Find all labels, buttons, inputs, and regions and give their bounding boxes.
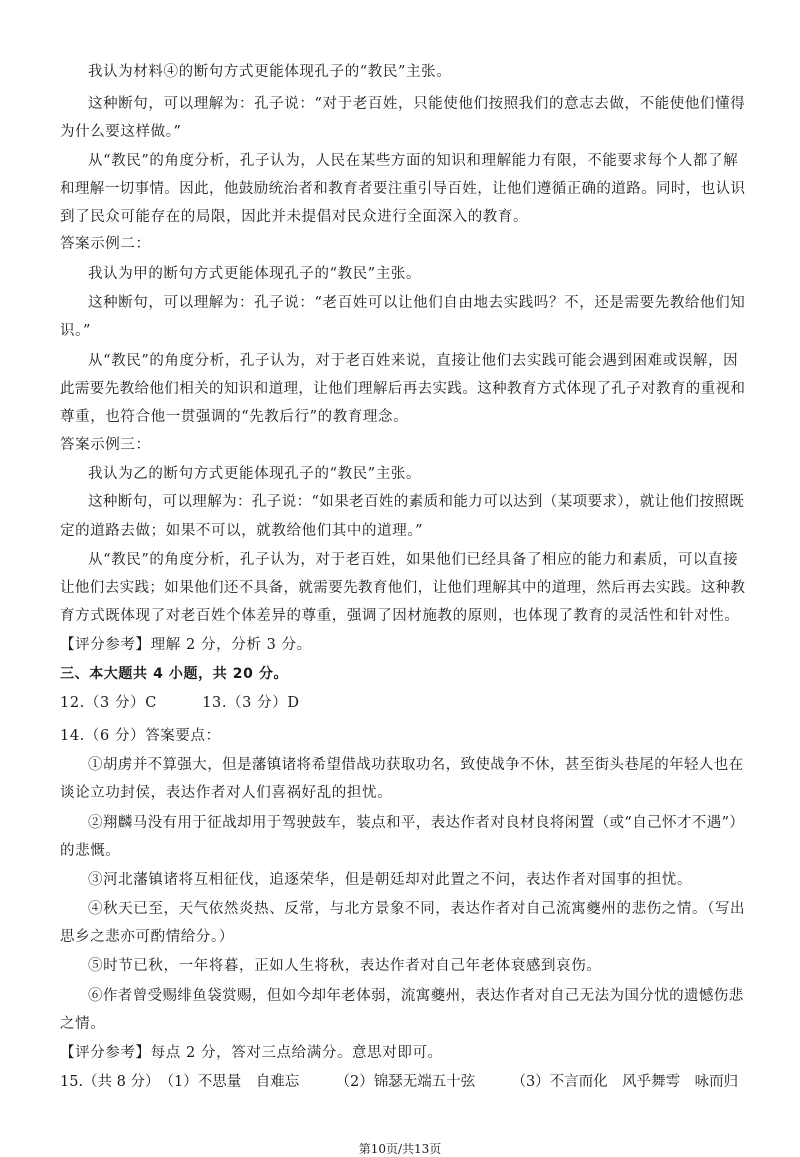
text-line: 思乡之悲亦可酌情给分。） — [60, 929, 234, 945]
text-line: 定的道路去做；如果不可以，就教给他们其中的道理。” — [60, 523, 424, 539]
text-line: 这种断句，可以理解为：孔子说：“如果老百姓的素质和能力可以达到（某项要求），就让他们按照既 — [88, 494, 745, 510]
text-line: 从“教民”的角度分析，孔子认为，人民在某些方面的知识和理解能力有限，不能要求每个人都了解 — [88, 153, 739, 169]
text-line: ③河北藩镇诸将互相征伐，追逐荣华，但是朝廷却对此置之不问，表达作者对国事的担忧。 — [88, 872, 692, 888]
text-line: 的悲慨。 — [60, 843, 121, 859]
question-heading: 14.（6 分）答案要点： — [60, 728, 221, 744]
text-line: 识。” — [60, 323, 91, 339]
text-line: 从“教民”的角度分析，孔子认为，对于老百姓，如果他们已经具备了相应的能力和素质，可以直接 — [88, 552, 739, 568]
text-line: 我认为甲的断句方式更能体现孔子的“教民”主张。 — [88, 266, 422, 282]
text-line: 和理解一切事情。因此，他鼓励统治者和教育者要注重引导百姓，让他们遵循正确的道路。同时，也认识 — [60, 181, 746, 197]
text-line: ⑤时节已秋，一年将暮，正如人生将秋，表达作者对自己年老体衰感到哀伤。 — [88, 958, 602, 974]
text-line: 我认为乙的断句方式更能体现孔子的“教民”主张。 — [88, 466, 422, 482]
text-line: 到了民众可能存在的局限，因此并未提倡对民众进行全面深入的教育。 — [60, 209, 529, 225]
section-heading: 三、本大题共 4 小题，共 20 分。 — [60, 666, 289, 682]
page-number-footer: 第10页/共13页 — [358, 1142, 442, 1156]
text-line: 从“教民”的角度分析，孔子认为，对于老百姓来说，直接让他们去实践可能会遇到困难或误解，因 — [88, 353, 739, 369]
text-line: 我认为材料④的断句方式更能体现孔子的“教民”主张。 — [88, 64, 452, 80]
text-line: 这种断句，可以理解为：孔子说：“老百姓可以让他们自由地去实践吗？不，还是需要先教给他们知 — [88, 295, 746, 311]
section-label: 答案示例二： — [60, 236, 151, 252]
text-line: 尊重，也符合他一贯强调的“先教后行”的教育理念。 — [60, 409, 409, 425]
text-line: 谈论立功封侯，表达作者对人们喜祸好乱的担忧。 — [60, 785, 393, 801]
text-line: ⑥作者曾受赐绯鱼袋赏赐，但如今却年老体弱，流寓夔州，表达作者对自己无法为国分忧的遗憾伤悲 — [88, 988, 744, 1004]
answer-line: 12.（3 分）C 13.（3 分）D — [60, 695, 300, 711]
text-line: 让他们去实践；如果他们还不具备，就需要先教育他们，让他们理解其中的道理，然后再去实践。这种教 — [60, 580, 746, 596]
scoring-note: 【评分参考】每点 2 分，答对三点给满分。意思对即可。 — [60, 1045, 443, 1061]
text-line: ②翔麟马没有用于征战却用于驾驶鼓车，装点和平，表达作者对良材良将闲置（或“自己怀才不遇”） — [88, 815, 745, 831]
text-line: 这种断句，可以理解为：孔子说：“对于老百姓，只能使他们按照我们的意志去做，不能使他们懂得 — [88, 96, 746, 112]
text-line: 此需要先教给他们相关的知识和道理，让他们理解后再去实践。这种教育方式体现了孔子对教育的重视和 — [60, 381, 746, 397]
text-line: 为什么要这样做。” — [60, 124, 182, 140]
scoring-note: 【评分参考】理解 2 分，分析 3 分。 — [60, 637, 312, 653]
text-line: ①胡虏并不算强大，但是藩镇诸将希望借战功获取功名，致使战争不休，甚至街头巷尾的年轻人也在 — [88, 757, 744, 773]
text-line: ④秋天已至，天气依然炎热、反常，与北方景象不同，表达作者对自己流寓夔州的悲伤之情。（写出 — [88, 901, 746, 917]
answer-line: 15.（共 8 分） （1）不思量 自难忘 （2）锦瑟无端五十弦 （3）不言而化 风乎舞雩 咏而归 — [60, 1074, 739, 1090]
section-label: 答案示例三： — [60, 437, 151, 453]
text-line: 之情。 — [60, 1016, 106, 1032]
text-line: 育方式既体现了对老百姓个体差异的尊重，强调了因材施教的原则，也体现了教育的灵活性和针对性。 — [60, 608, 740, 624]
